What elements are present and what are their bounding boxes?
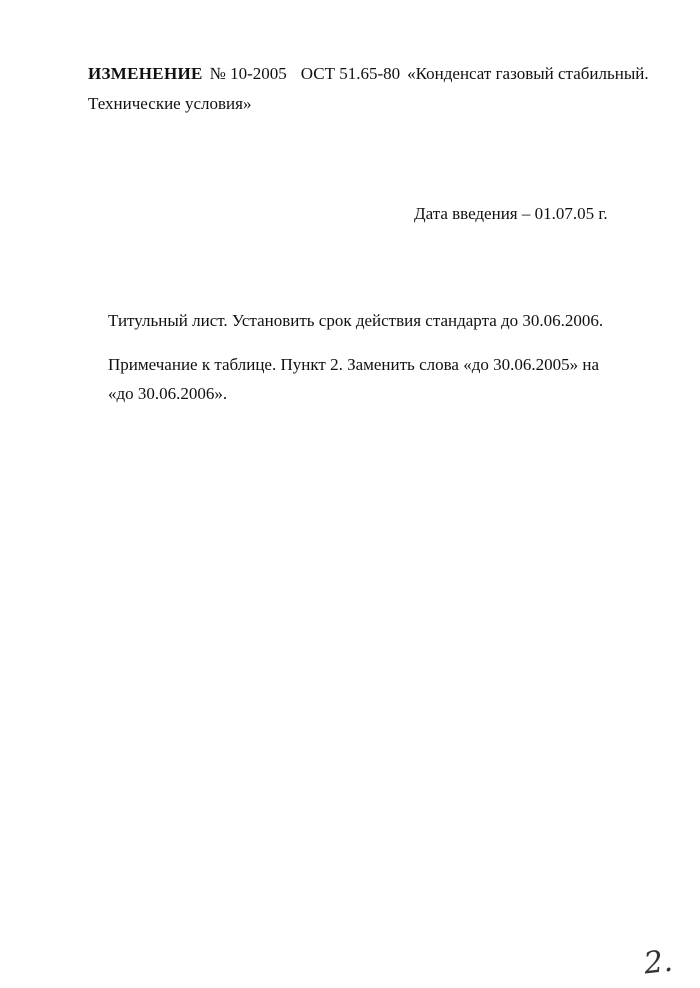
paragraph-title-page: Титульный лист. Установить срок действия стандарта до 30.06.2006. (108, 311, 604, 330)
standard-name: «Конденсат газовый стабильный. (407, 64, 649, 83)
paragraph-table-note: Примечание к таблице. Пункт 2. Заменить слова «до 30.06.2005» на (108, 355, 599, 374)
handwritten-page-number: 2. (642, 943, 675, 982)
change-title: ИЗМЕНЕНИЕ (88, 64, 203, 83)
standard-name-continuation: Технические условия» (88, 94, 252, 113)
document-heading (88, 64, 649, 84)
standard-code: ОСТ 51.65-80 (300, 64, 401, 83)
paragraph-table-note-continuation: «до 30.06.2006». (108, 384, 228, 403)
change-number: № 10-2005 (209, 64, 287, 83)
effective-date: Дата введения – 01.07.05 г. (414, 204, 608, 223)
